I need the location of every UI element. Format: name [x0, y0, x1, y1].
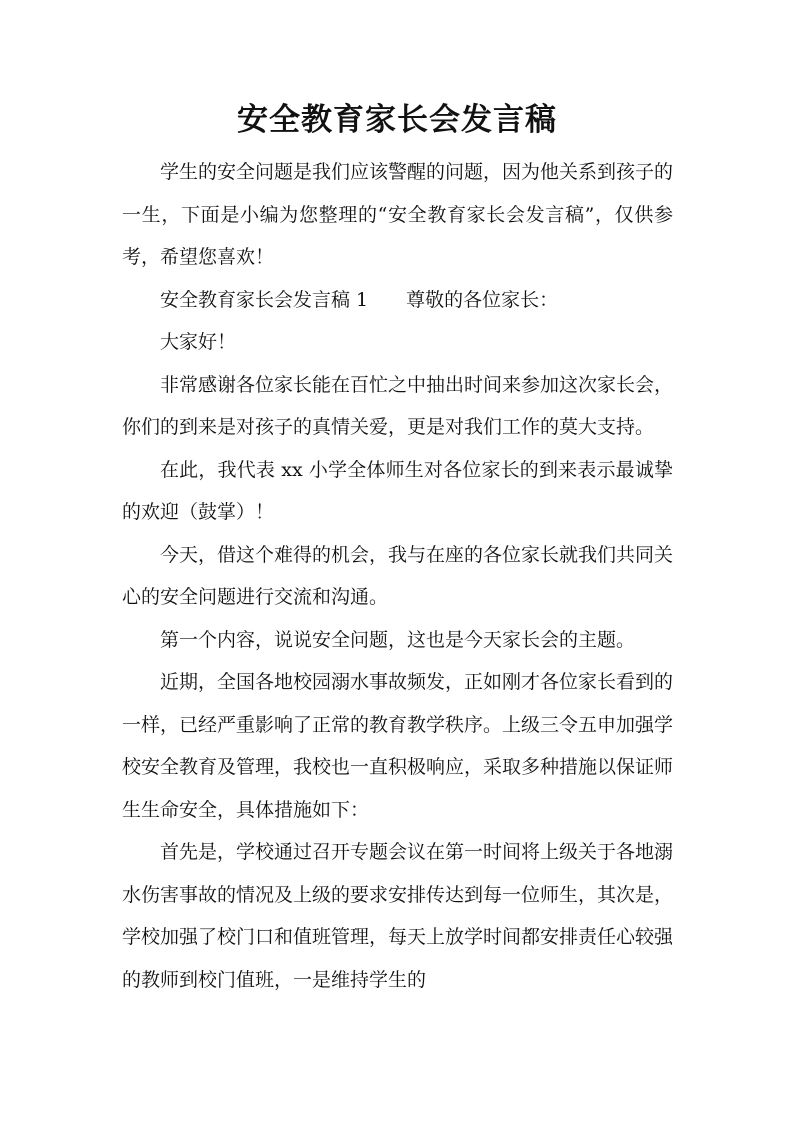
- document-body: [122, 151, 673, 1001]
- paragraph-measures: 首先是，学校通过召开专题会议在第一时间将上级关于各地溺水伤害事故的情况及上级的要求安排传达到每一位师生，其次是，学校加强了校门口和值班管理，每天上放学时间都安排责任心较强的教师到校门值班，一是维持学生的: [122, 841, 674, 991]
- paragraph-intro: 学生的安全问题是我们应该警醒的问题，因为他关系到孩子的一生，下面是小编为您整理的“安全教育家长会发言稿”，仅供参考，希望您喜欢！: [122, 161, 674, 268]
- paragraph-first-topic: 第一个内容，说说安全问题，这也是今天家长会的主题。: [160, 628, 636, 651]
- paragraph-greeting: 大家好！: [160, 331, 237, 353]
- paragraph-today: 今天，借这个难得的机会，我与在座的各位家长就我们共同关心的安全问题进行交流和沟通。: [122, 543, 674, 608]
- paragraph-thanks: 非常感谢各位家长能在百忙之中抽出时间来参加这次家长会，你们的到来是对孩子的真情关爱，更是对我们工作的莫大支持。: [122, 373, 674, 438]
- paragraph-welcome: 在此，我代表 xx 小学全体师生对各位家长的到来表示最诚挚的欢迎（鼓掌）！: [122, 458, 673, 523]
- paragraph-speech-heading: 安全教育家长会发言稿 1 尊敬的各位家长：: [160, 288, 559, 311]
- document-title: 安全教育家长会发言稿: [237, 102, 557, 138]
- paragraph-recent: 近期，全国各地校园溺水事故频发，正如刚才各位家长看到的一样，已经严重影响了正常的教育教学秩序。上级三令五申加强学校安全教育及管理，我校也一直积极响应，采取多种措施以保证师生生命安全，具体措施如下：: [122, 671, 674, 821]
